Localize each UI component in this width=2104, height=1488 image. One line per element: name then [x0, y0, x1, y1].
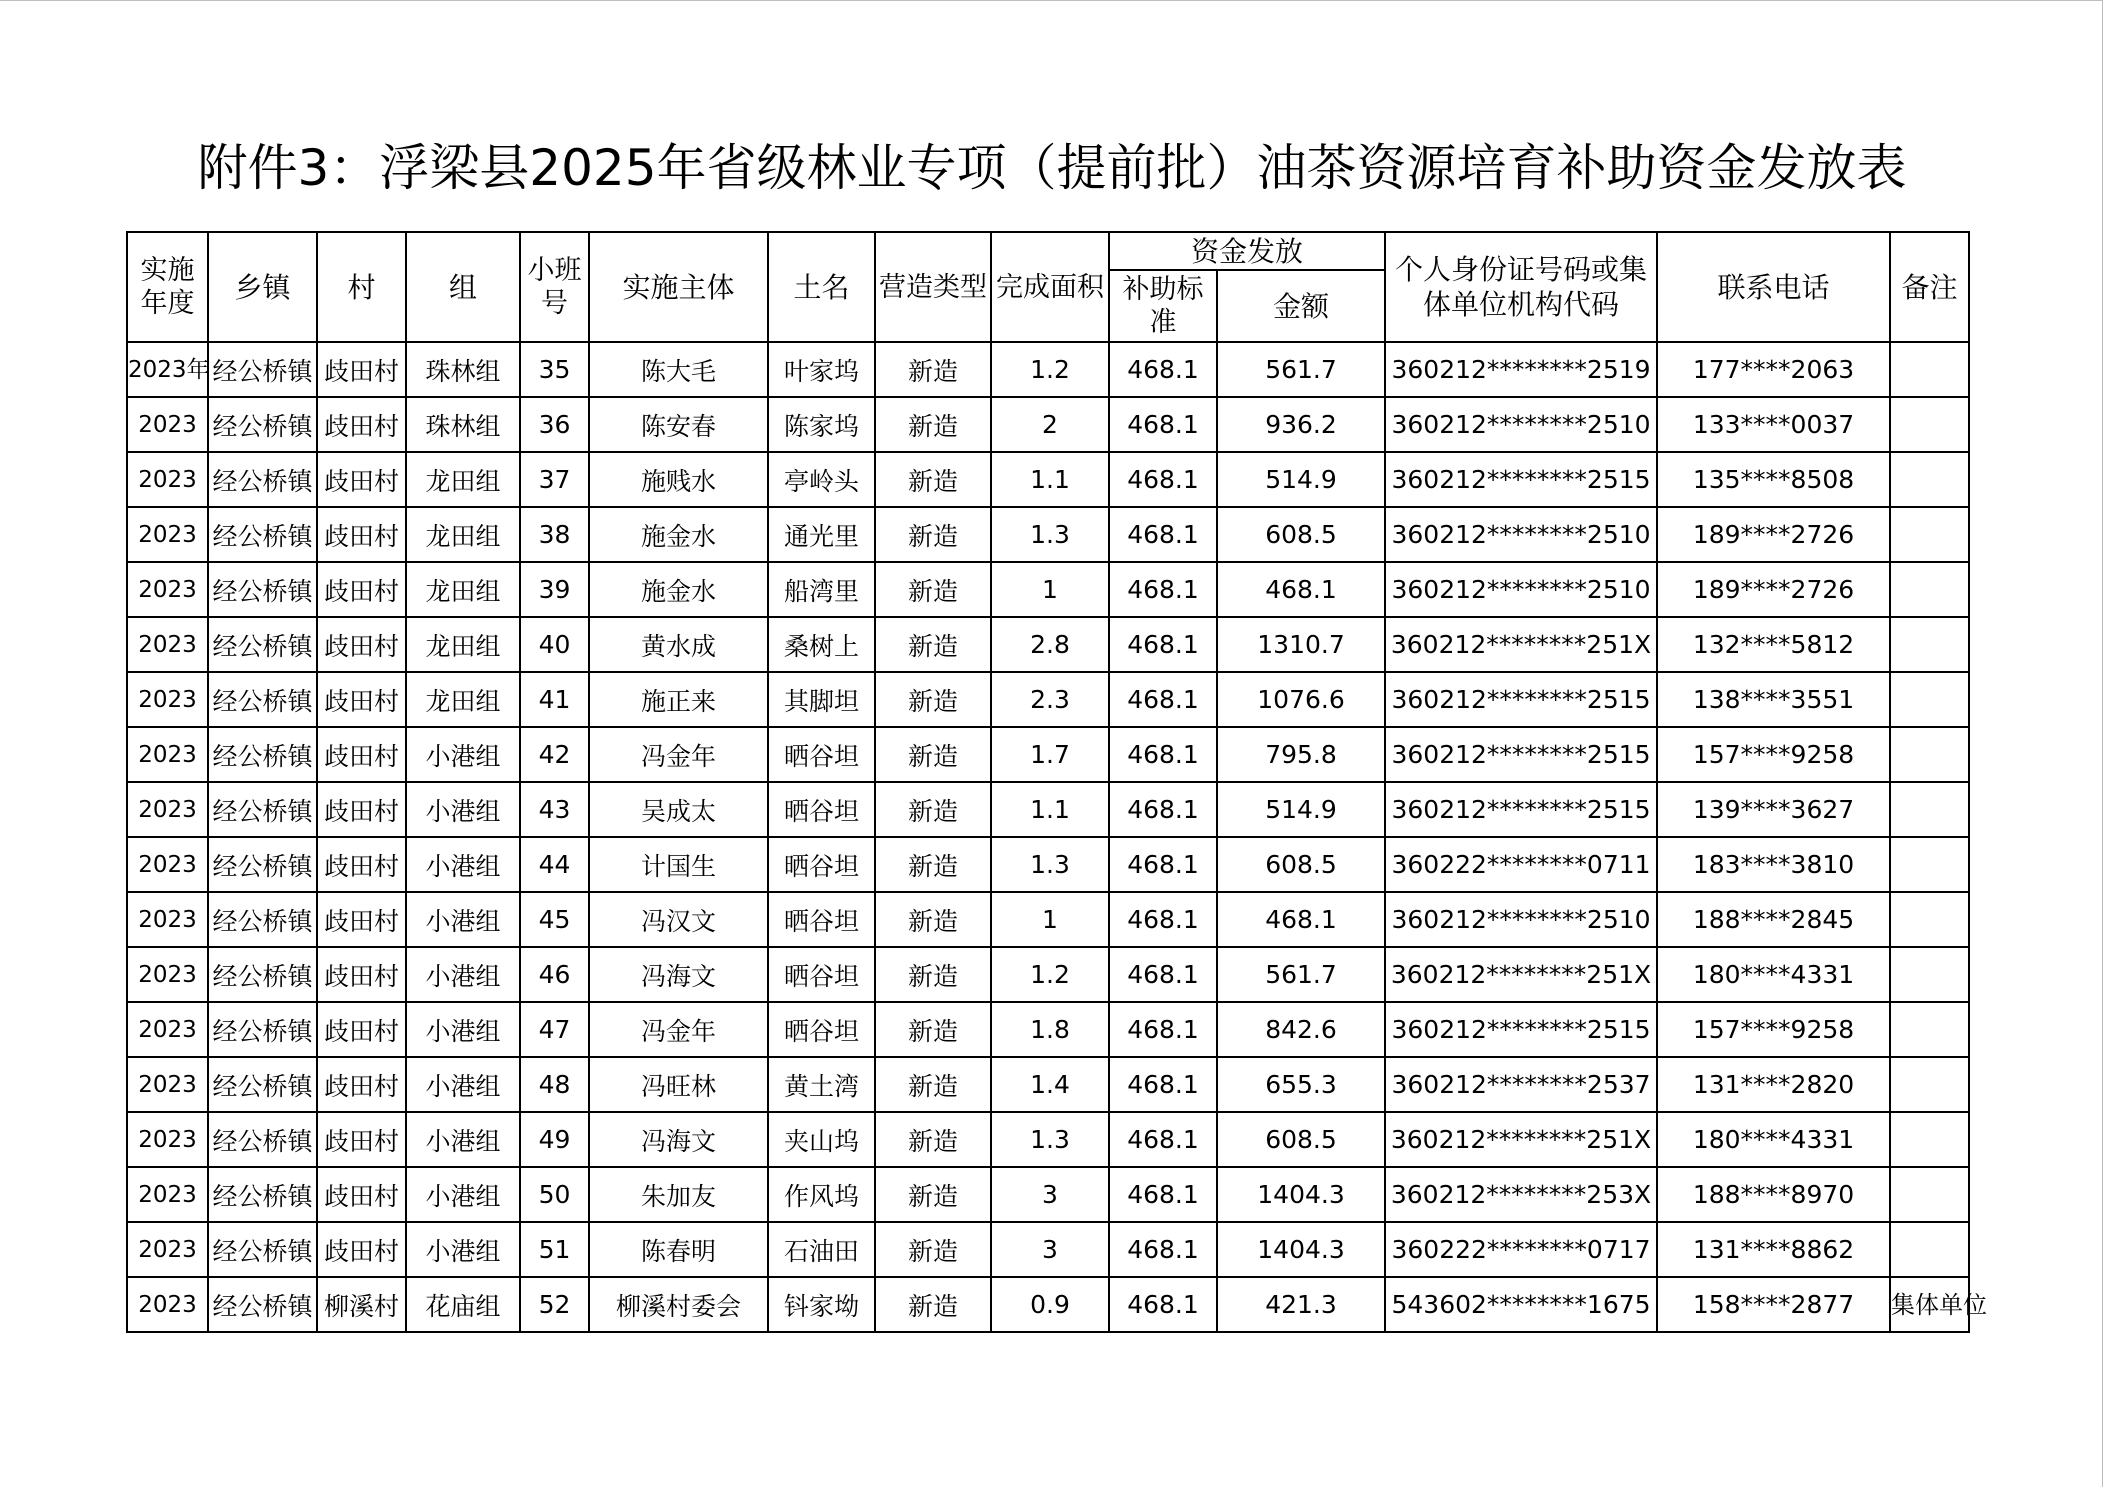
- cell-id-code: 543602********1675: [1385, 1277, 1657, 1332]
- cell-place-name: 叶家坞: [768, 342, 875, 397]
- cell-area: 1.1: [991, 782, 1109, 837]
- cell-amount: 655.3: [1217, 1057, 1385, 1112]
- cell-build-type: 新造: [875, 727, 991, 782]
- cell-group: 珠林组: [406, 342, 520, 397]
- cell-standard: 468.1: [1109, 1222, 1217, 1277]
- table-row: [127, 837, 1969, 892]
- cell-phone: 133****0037: [1657, 397, 1890, 452]
- header-phone: 联系电话: [1657, 232, 1890, 342]
- cell-group: 小港组: [406, 727, 520, 782]
- cell-year: 2023: [127, 562, 208, 617]
- cell-place-name: 陈家坞: [768, 397, 875, 452]
- cell-note: [1890, 342, 1969, 397]
- table-row: [127, 727, 1969, 782]
- cell-group: 小港组: [406, 1167, 520, 1222]
- cell-year: 2023: [127, 947, 208, 1002]
- cell-plot-no: 51: [520, 1222, 589, 1277]
- cell-year: 2023年: [127, 342, 208, 397]
- cell-town: 经公桥镇: [208, 1112, 317, 1167]
- cell-id-code: 360222********0717: [1385, 1222, 1657, 1277]
- cell-area: 1.3: [991, 837, 1109, 892]
- cell-plot-no: 45: [520, 892, 589, 947]
- cell-year: 2023: [127, 397, 208, 452]
- cell-year: 2023: [127, 672, 208, 727]
- cell-id-code: 360212********2515: [1385, 727, 1657, 782]
- cell-id-code: 360212********251X: [1385, 947, 1657, 1002]
- cell-town: 经公桥镇: [208, 1222, 317, 1277]
- cell-entity: 朱加友: [589, 1167, 768, 1222]
- cell-area: 2.3: [991, 672, 1109, 727]
- cell-entity: 冯旺林: [589, 1057, 768, 1112]
- cell-note: 集体单位: [1890, 1277, 1969, 1332]
- cell-build-type: 新造: [875, 672, 991, 727]
- cell-place-name: 通光里: [768, 507, 875, 562]
- cell-entity: 施贱水: [589, 452, 768, 507]
- cell-place-name: 晒谷坦: [768, 782, 875, 837]
- table-row: [127, 1057, 1969, 1112]
- cell-build-type: 新造: [875, 1167, 991, 1222]
- cell-plot-no: 52: [520, 1277, 589, 1332]
- cell-plot-no: 38: [520, 507, 589, 562]
- cell-area: 1.2: [991, 947, 1109, 1002]
- header-place-name: 土名: [768, 232, 875, 342]
- cell-build-type: 新造: [875, 1057, 991, 1112]
- cell-entity: 施正来: [589, 672, 768, 727]
- cell-year: 2023: [127, 782, 208, 837]
- cell-town: 经公桥镇: [208, 342, 317, 397]
- cell-year: 2023: [127, 1167, 208, 1222]
- cell-town: 经公桥镇: [208, 452, 317, 507]
- cell-town: 经公桥镇: [208, 1057, 317, 1112]
- cell-entity: 冯金年: [589, 727, 768, 782]
- cell-area: 1.3: [991, 507, 1109, 562]
- cell-year: 2023: [127, 1002, 208, 1057]
- cell-entity: 冯汉文: [589, 892, 768, 947]
- cell-village: 歧田村: [317, 1222, 406, 1277]
- table-row: [127, 562, 1969, 617]
- cell-group: 小港组: [406, 1112, 520, 1167]
- cell-standard: 468.1: [1109, 562, 1217, 617]
- cell-phone: 180****4331: [1657, 947, 1890, 1002]
- cell-town: 经公桥镇: [208, 1167, 317, 1222]
- cell-build-type: 新造: [875, 397, 991, 452]
- cell-entity: 施金水: [589, 507, 768, 562]
- cell-amount: 608.5: [1217, 837, 1385, 892]
- cell-town: 经公桥镇: [208, 837, 317, 892]
- cell-town: 经公桥镇: [208, 562, 317, 617]
- cell-id-code: 360212********2515: [1385, 452, 1657, 507]
- cell-amount: 468.1: [1217, 562, 1385, 617]
- cell-note: [1890, 1222, 1969, 1277]
- cell-id-code: 360212********2510: [1385, 892, 1657, 947]
- cell-plot-no: 49: [520, 1112, 589, 1167]
- cell-place-name: 晒谷坦: [768, 727, 875, 782]
- cell-group: 龙田组: [406, 617, 520, 672]
- cell-phone: 189****2726: [1657, 562, 1890, 617]
- cell-entity: 柳溪村委会: [589, 1277, 768, 1332]
- cell-id-code: 360212********2510: [1385, 507, 1657, 562]
- header-town: 乡镇: [208, 232, 317, 342]
- cell-area: 0.9: [991, 1277, 1109, 1332]
- cell-area: 1.8: [991, 1002, 1109, 1057]
- cell-entity: 冯海文: [589, 1112, 768, 1167]
- cell-town: 经公桥镇: [208, 727, 317, 782]
- cell-town: 经公桥镇: [208, 782, 317, 837]
- table-body: [127, 342, 1988, 1332]
- cell-plot-no: 50: [520, 1167, 589, 1222]
- cell-area: 1.7: [991, 727, 1109, 782]
- cell-phone: 138****3551: [1657, 672, 1890, 727]
- cell-note: [1890, 562, 1969, 617]
- cell-amount: 561.7: [1217, 342, 1385, 397]
- cell-year: 2023: [127, 1057, 208, 1112]
- cell-area: 1.4: [991, 1057, 1109, 1112]
- cell-entity: 陈春明: [589, 1222, 768, 1277]
- cell-year: 2023: [127, 1112, 208, 1167]
- cell-village: 歧田村: [317, 837, 406, 892]
- table-row: [127, 342, 1969, 397]
- cell-area: 1.1: [991, 452, 1109, 507]
- cell-standard: 468.1: [1109, 892, 1217, 947]
- cell-group: 龙田组: [406, 672, 520, 727]
- cell-group: 龙田组: [406, 507, 520, 562]
- cell-entity: 冯海文: [589, 947, 768, 1002]
- cell-standard: 468.1: [1109, 1057, 1217, 1112]
- cell-phone: 157****9258: [1657, 727, 1890, 782]
- cell-area: 1.3: [991, 1112, 1109, 1167]
- cell-amount: 795.8: [1217, 727, 1385, 782]
- header-entity: 实施主体: [589, 232, 768, 342]
- cell-id-code: 360212********2510: [1385, 397, 1657, 452]
- cell-note: [1890, 1167, 1969, 1222]
- header-build-type: 营造类型: [875, 232, 991, 342]
- cell-group: 龙田组: [406, 562, 520, 617]
- cell-build-type: 新造: [875, 947, 991, 1002]
- table-row: [127, 892, 1969, 947]
- cell-plot-no: 37: [520, 452, 589, 507]
- cell-village: 歧田村: [317, 1112, 406, 1167]
- cell-plot-no: 44: [520, 837, 589, 892]
- cell-build-type: 新造: [875, 1002, 991, 1057]
- table-row: [127, 452, 1969, 507]
- cell-group: 小港组: [406, 1057, 520, 1112]
- table-row: [127, 1222, 1969, 1277]
- cell-amount: 561.7: [1217, 947, 1385, 1002]
- cell-entity: 吴成太: [589, 782, 768, 837]
- document-title: 附件3：浮梁县2025年省级林业专项（提前批）油茶资源培育补助资金发放表: [197, 139, 1907, 197]
- cell-note: [1890, 947, 1969, 1002]
- cell-town: 经公桥镇: [208, 947, 317, 1002]
- grant-table: [126, 231, 1988, 1333]
- cell-area: 2.8: [991, 617, 1109, 672]
- cell-phone: 189****2726: [1657, 507, 1890, 562]
- cell-id-code: 360212********2519: [1385, 342, 1657, 397]
- cell-note: [1890, 1057, 1969, 1112]
- table-header: [127, 232, 1969, 342]
- cell-entity: 黄水成: [589, 617, 768, 672]
- cell-village: 歧田村: [317, 672, 406, 727]
- cell-plot-no: 40: [520, 617, 589, 672]
- cell-group: 小港组: [406, 1222, 520, 1277]
- cell-phone: 131****2820: [1657, 1057, 1890, 1112]
- cell-build-type: 新造: [875, 782, 991, 837]
- cell-standard: 468.1: [1109, 1277, 1217, 1332]
- cell-standard: 468.1: [1109, 452, 1217, 507]
- cell-build-type: 新造: [875, 1112, 991, 1167]
- cell-phone: 157****9258: [1657, 1002, 1890, 1057]
- header-plot-no: 小班号: [520, 232, 589, 342]
- cell-village: 歧田村: [317, 727, 406, 782]
- cell-note: [1890, 507, 1969, 562]
- cell-amount: 608.5: [1217, 507, 1385, 562]
- cell-plot-no: 42: [520, 727, 589, 782]
- cell-note: [1890, 782, 1969, 837]
- cell-area: 2: [991, 397, 1109, 452]
- cell-place-name: 晒谷坦: [768, 837, 875, 892]
- cell-build-type: 新造: [875, 1277, 991, 1332]
- header-fund: 资金发放: [1109, 232, 1385, 270]
- cell-group: 小港组: [406, 947, 520, 1002]
- cell-place-name: 钭家坳: [768, 1277, 875, 1332]
- cell-standard: 468.1: [1109, 947, 1217, 1002]
- cell-amount: 514.9: [1217, 782, 1385, 837]
- cell-village: 歧田村: [317, 782, 406, 837]
- header-amount: 金额: [1217, 270, 1385, 342]
- cell-area: 3: [991, 1222, 1109, 1277]
- cell-build-type: 新造: [875, 1222, 991, 1277]
- cell-phone: 183****3810: [1657, 837, 1890, 892]
- cell-place-name: 其脚坦: [768, 672, 875, 727]
- cell-build-type: 新造: [875, 617, 991, 672]
- cell-year: 2023: [127, 892, 208, 947]
- cell-id-code: 360212********2515: [1385, 1002, 1657, 1057]
- header-year: 实施年度: [127, 232, 208, 342]
- cell-plot-no: 35: [520, 342, 589, 397]
- cell-amount: 1310.7: [1217, 617, 1385, 672]
- cell-build-type: 新造: [875, 507, 991, 562]
- cell-amount: 1076.6: [1217, 672, 1385, 727]
- cell-build-type: 新造: [875, 892, 991, 947]
- table-row: [127, 397, 1969, 452]
- cell-place-name: 桑树上: [768, 617, 875, 672]
- cell-id-code: 360222********0711: [1385, 837, 1657, 892]
- header-note: 备注: [1890, 232, 1969, 342]
- cell-amount: 842.6: [1217, 1002, 1385, 1057]
- table-row: [127, 617, 1969, 672]
- cell-town: 经公桥镇: [208, 1002, 317, 1057]
- cell-place-name: 晒谷坦: [768, 947, 875, 1002]
- cell-village: 歧田村: [317, 1057, 406, 1112]
- cell-standard: 468.1: [1109, 507, 1217, 562]
- table-row: [127, 1167, 1969, 1222]
- cell-town: 经公桥镇: [208, 892, 317, 947]
- cell-plot-no: 43: [520, 782, 589, 837]
- cell-note: [1890, 1112, 1969, 1167]
- cell-village: 歧田村: [317, 617, 406, 672]
- cell-year: 2023: [127, 617, 208, 672]
- cell-id-code: 360212********251X: [1385, 1112, 1657, 1167]
- cell-note: [1890, 452, 1969, 507]
- cell-phone: 188****2845: [1657, 892, 1890, 947]
- cell-entity: 陈安春: [589, 397, 768, 452]
- cell-plot-no: 48: [520, 1057, 589, 1112]
- cell-id-code: 360212********253X: [1385, 1167, 1657, 1222]
- cell-id-code: 360212********251X: [1385, 617, 1657, 672]
- cell-phone: 180****4331: [1657, 1112, 1890, 1167]
- cell-standard: 468.1: [1109, 342, 1217, 397]
- table-row: [127, 947, 1969, 1002]
- cell-standard: 468.1: [1109, 782, 1217, 837]
- cell-amount: 514.9: [1217, 452, 1385, 507]
- cell-village: 柳溪村: [317, 1277, 406, 1332]
- cell-place-name: 夹山坞: [768, 1112, 875, 1167]
- cell-village: 歧田村: [317, 342, 406, 397]
- cell-place-name: 亭岭头: [768, 452, 875, 507]
- cell-plot-no: 41: [520, 672, 589, 727]
- header-id-code: 个人身份证号码或集体单位机构代码: [1385, 232, 1657, 342]
- cell-build-type: 新造: [875, 562, 991, 617]
- cell-id-code: 360212********2537: [1385, 1057, 1657, 1112]
- cell-note: [1890, 617, 1969, 672]
- cell-phone: 177****2063: [1657, 342, 1890, 397]
- cell-amount: 468.1: [1217, 892, 1385, 947]
- cell-standard: 468.1: [1109, 672, 1217, 727]
- cell-id-code: 360212********2510: [1385, 562, 1657, 617]
- cell-town: 经公桥镇: [208, 397, 317, 452]
- cell-phone: 131****8862: [1657, 1222, 1890, 1277]
- cell-village: 歧田村: [317, 1002, 406, 1057]
- header-village: 村: [317, 232, 406, 342]
- cell-amount: 936.2: [1217, 397, 1385, 452]
- cell-phone: 188****8970: [1657, 1167, 1890, 1222]
- cell-amount: 1404.3: [1217, 1222, 1385, 1277]
- cell-group: 小港组: [406, 892, 520, 947]
- cell-place-name: 晒谷坦: [768, 1002, 875, 1057]
- cell-amount: 608.5: [1217, 1112, 1385, 1167]
- cell-area: 1: [991, 562, 1109, 617]
- cell-town: 经公桥镇: [208, 1277, 317, 1332]
- cell-place-name: 石油田: [768, 1222, 875, 1277]
- cell-group: 小港组: [406, 782, 520, 837]
- cell-standard: 468.1: [1109, 397, 1217, 452]
- cell-entity: 计国生: [589, 837, 768, 892]
- cell-area: 3: [991, 1167, 1109, 1222]
- cell-village: 歧田村: [317, 1167, 406, 1222]
- table-row: [127, 1277, 1969, 1332]
- cell-year: 2023: [127, 727, 208, 782]
- cell-village: 歧田村: [317, 397, 406, 452]
- cell-group: 小港组: [406, 1002, 520, 1057]
- table-row: [127, 1002, 1969, 1057]
- cell-phone: 135****8508: [1657, 452, 1890, 507]
- cell-village: 歧田村: [317, 892, 406, 947]
- table-row: [127, 507, 1969, 562]
- cell-group: 小港组: [406, 837, 520, 892]
- cell-entity: 陈大毛: [589, 342, 768, 397]
- cell-village: 歧田村: [317, 947, 406, 1002]
- cell-note: [1890, 837, 1969, 892]
- cell-village: 歧田村: [317, 507, 406, 562]
- cell-area: 1.2: [991, 342, 1109, 397]
- cell-standard: 468.1: [1109, 837, 1217, 892]
- cell-entity: 冯金年: [589, 1002, 768, 1057]
- cell-note: [1890, 1002, 1969, 1057]
- cell-group: 龙田组: [406, 452, 520, 507]
- cell-standard: 468.1: [1109, 1002, 1217, 1057]
- cell-phone: 139****3627: [1657, 782, 1890, 837]
- cell-note: [1890, 397, 1969, 452]
- cell-plot-no: 47: [520, 1002, 589, 1057]
- cell-note: [1890, 672, 1969, 727]
- cell-id-code: 360212********2515: [1385, 782, 1657, 837]
- table-row: [127, 782, 1969, 837]
- cell-standard: 468.1: [1109, 617, 1217, 672]
- cell-place-name: 晒谷坦: [768, 892, 875, 947]
- cell-village: 歧田村: [317, 562, 406, 617]
- cell-place-name: 作风坞: [768, 1167, 875, 1222]
- cell-group: 珠林组: [406, 397, 520, 452]
- cell-plot-no: 39: [520, 562, 589, 617]
- cell-id-code: 360212********2515: [1385, 672, 1657, 727]
- cell-build-type: 新造: [875, 342, 991, 397]
- header-area: 完成面积: [991, 232, 1109, 342]
- cell-place-name: 黄土湾: [768, 1057, 875, 1112]
- cell-year: 2023: [127, 1277, 208, 1332]
- cell-phone: 158****2877: [1657, 1277, 1890, 1332]
- cell-note: [1890, 727, 1969, 782]
- cell-amount: 421.3: [1217, 1277, 1385, 1332]
- cell-group: 花庙组: [406, 1277, 520, 1332]
- cell-amount: 1404.3: [1217, 1167, 1385, 1222]
- cell-entity: 施金水: [589, 562, 768, 617]
- cell-build-type: 新造: [875, 837, 991, 892]
- cell-year: 2023: [127, 1222, 208, 1277]
- cell-town: 经公桥镇: [208, 507, 317, 562]
- cell-plot-no: 46: [520, 947, 589, 1002]
- table-row: [127, 1112, 1969, 1167]
- cell-standard: 468.1: [1109, 1112, 1217, 1167]
- cell-build-type: 新造: [875, 452, 991, 507]
- cell-plot-no: 36: [520, 397, 589, 452]
- cell-place-name: 船湾里: [768, 562, 875, 617]
- header-standard: 补助标准: [1109, 270, 1217, 342]
- cell-town: 经公桥镇: [208, 672, 317, 727]
- table-row: [127, 672, 1969, 727]
- cell-area: 1: [991, 892, 1109, 947]
- cell-year: 2023: [127, 837, 208, 892]
- cell-phone: 132****5812: [1657, 617, 1890, 672]
- header-group: 组: [406, 232, 520, 342]
- cell-village: 歧田村: [317, 452, 406, 507]
- cell-note: [1890, 892, 1969, 947]
- cell-town: 经公桥镇: [208, 617, 317, 672]
- cell-year: 2023: [127, 452, 208, 507]
- cell-standard: 468.1: [1109, 727, 1217, 782]
- cell-standard: 468.1: [1109, 1167, 1217, 1222]
- cell-year: 2023: [127, 507, 208, 562]
